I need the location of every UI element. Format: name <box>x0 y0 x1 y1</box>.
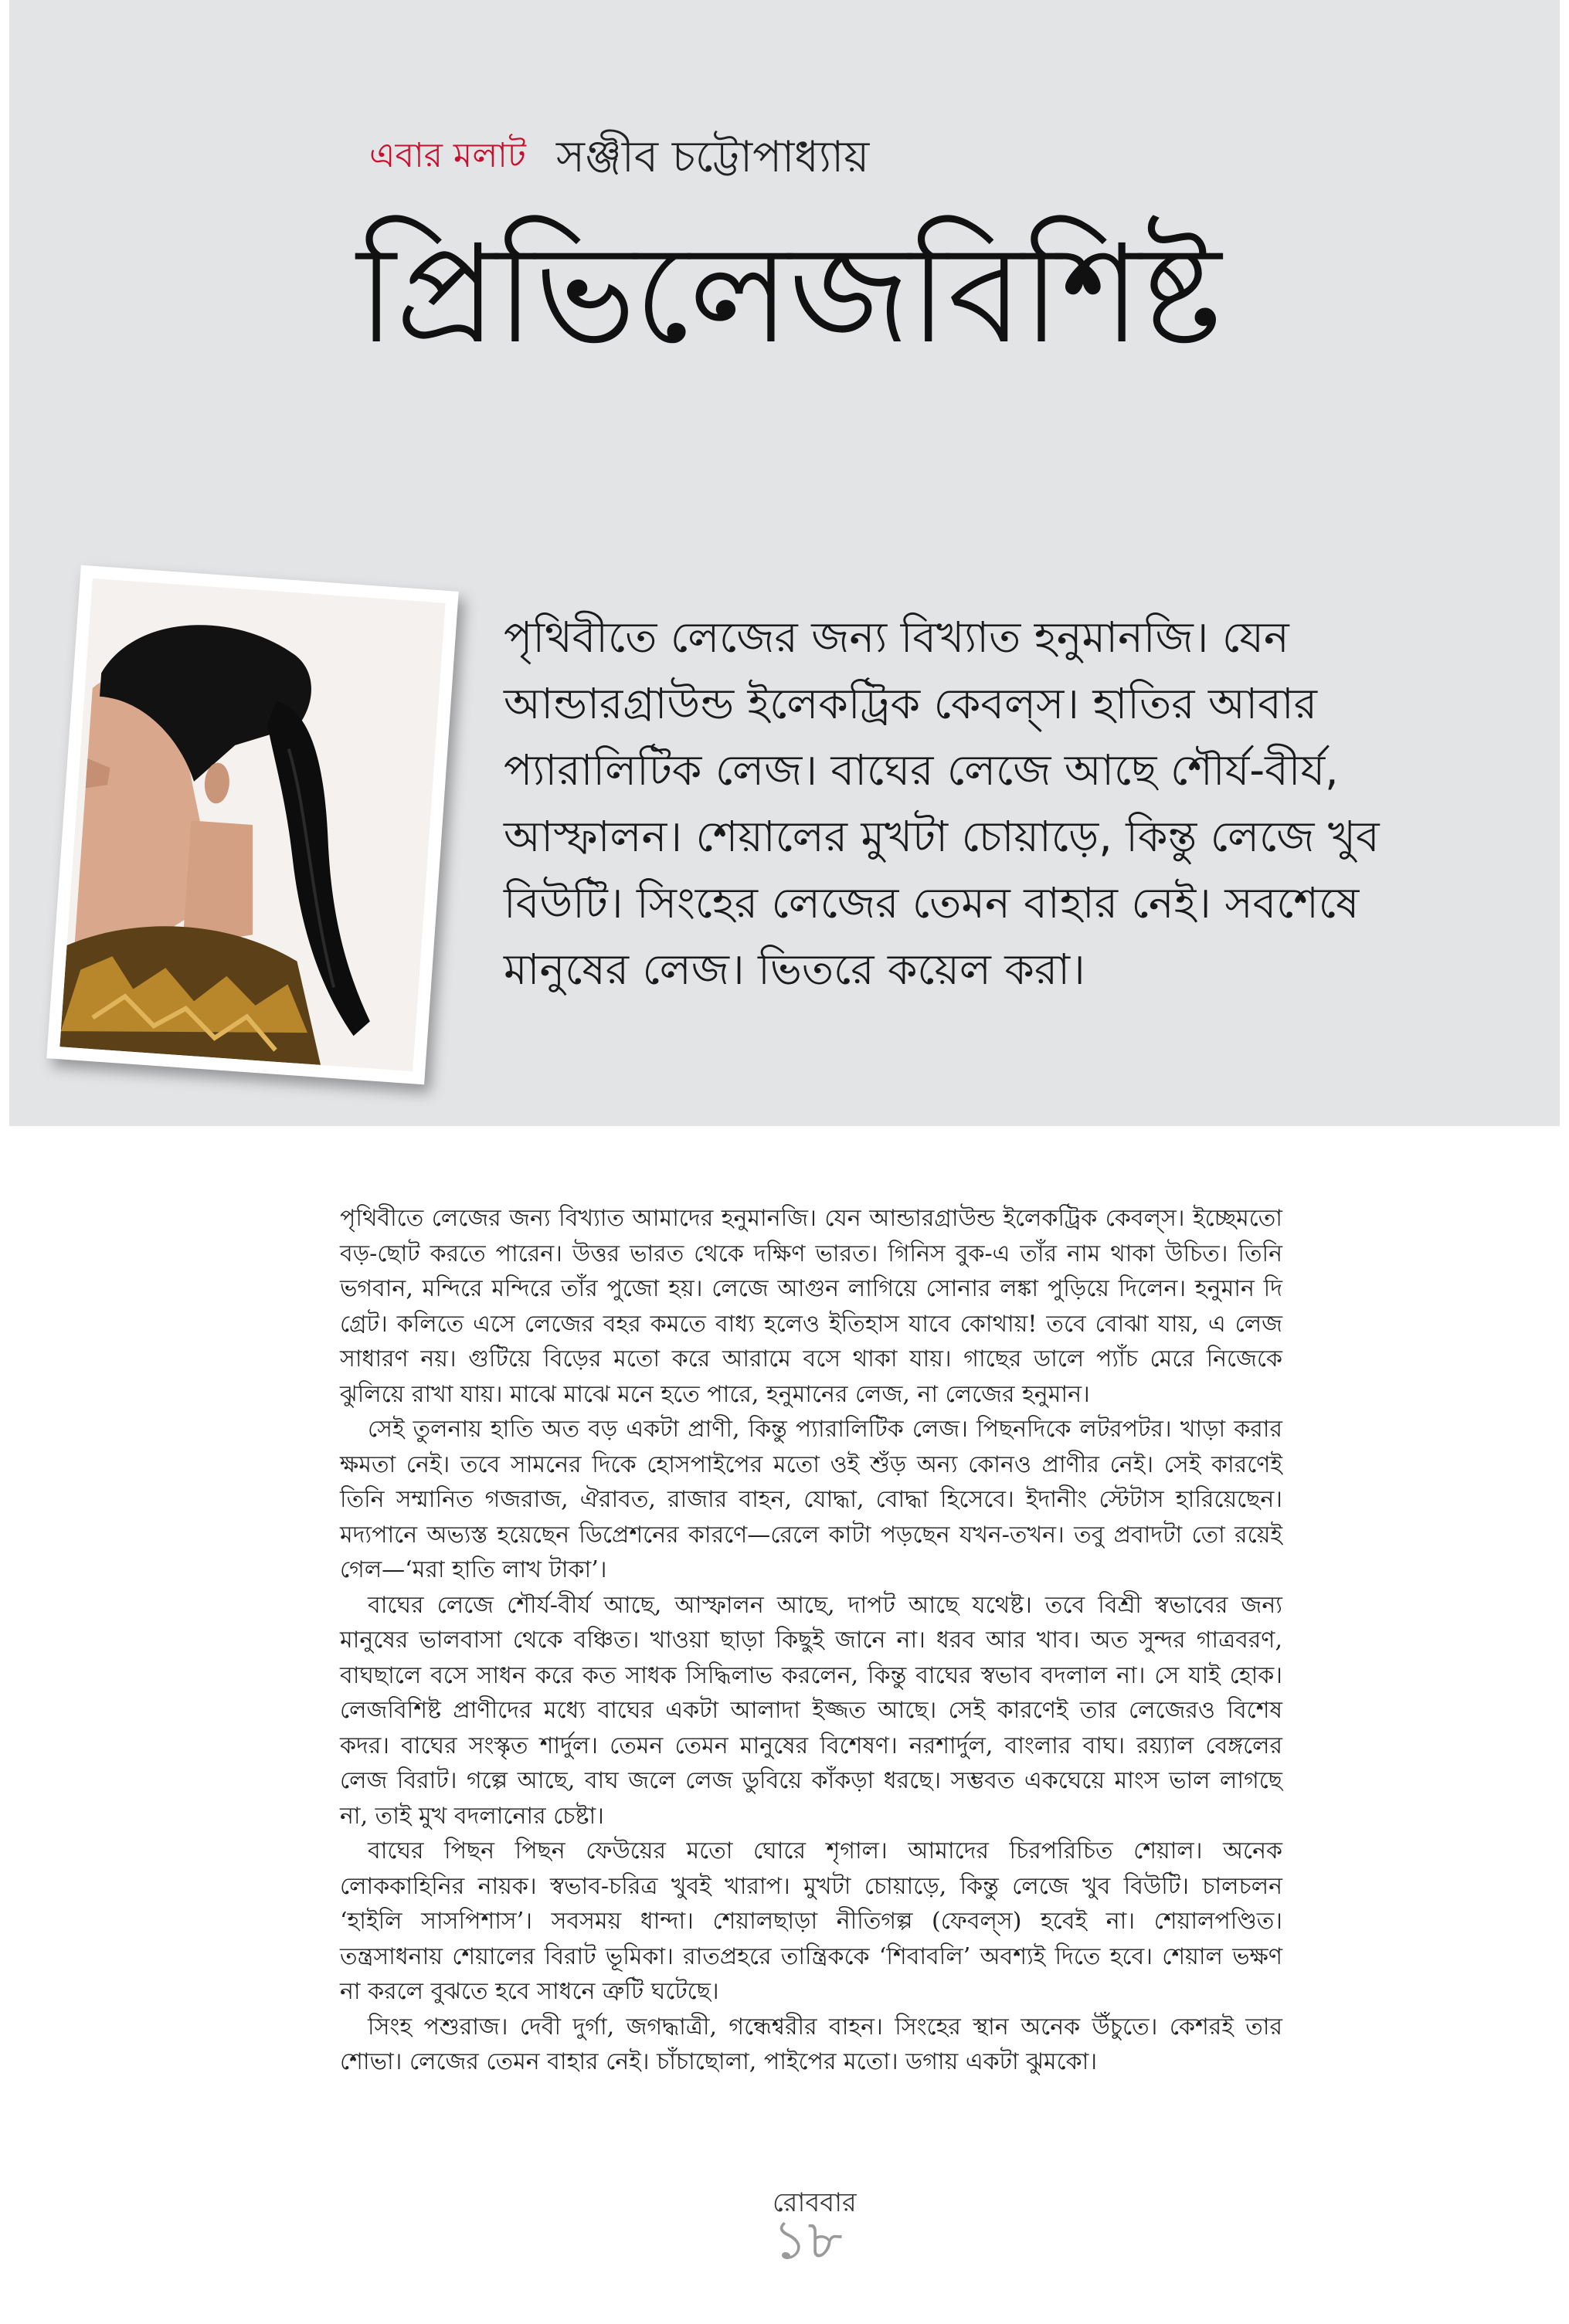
header-panel <box>9 0 1560 1126</box>
article-photo <box>46 565 458 1085</box>
author-byline: সঞ্জীব চট্টোপাধ্যায় <box>556 132 870 182</box>
body-paragraph: সিংহ পশুরাজ। দেবী দুর্গা, জগদ্ধাত্রী, গন্ধেশ্বরীর বাহন। সিংহের স্থান অনেক উঁচুতে। কেশরই তার শোভা। লেজের তেমন বাহার নেই। চাঁচাছোলা, পাইপের মতো। ডগায় একটা ঝুমকো। <box>340 2013 1282 2075</box>
magazine-name: রোববার <box>773 2187 857 2218</box>
body-paragraph: বাঘের পিছন পিছন ফেউয়ের মতো ঘোরে শৃগাল। আমাদের চিরপরিচিত শেয়াল। অনেক লোককাহিনির নায়ক। স্বভাব-চরিত্র খুবই খারাপ। মুখটা চোয়াড়ে, কিন্তু লেজে খুব বিউটি। চালচলন ‘হাইলি সাসপিশাস’। সবসময় ধান্দা। শেয়ালছাড়া নীতিগল্প (ফেবল্‌স) হবেই না। শেয়ালপণ্ডিত। তন্ত্রসাধনায় শেয়ালের বিরাট ভূমিকা। রাতপ্রহরে তান্ত্রিককে ‘শিবাবলি’ অবশ্যই দিতে হবে। শেয়াল ভক্ষণ না করলে বুঝতে হবে সাধনে ত্রুটি ঘটেছে। <box>340 1837 1282 2005</box>
page-number: ১৮ <box>773 2208 843 2271</box>
woman-ponytail-profile-icon <box>59 578 445 1071</box>
body-paragraph: পৃথিবীতে লেজের জন্য বিখ্যাত আমাদের হনুমানজি। যেন আন্ডারগ্রাউন্ড ইলেকট্রিক কেবল্‌স। ইচ্ছেমতো বড়-ছোট করতে পারেন। উত্তর ভারত থেকে দক্ষিণ ভারত। গিনিস বুক-এ তাঁর নাম থাকা উচিত। তিনি ভগবান, মন্দিরে মন্দিরে তাঁর পুজো হয়। লেজে আগুন লাগিয়ে সোনার লঙ্কা পুড়িয়ে দিলেন। হনুমান দি গ্রেট। কলিতে এসে লেজের বহর কমতে বাধ্য হলেও ইতিহাস যাবে কোথায়! তবে বোঝা যায়, এ লেজ সাধারণ নয়। গুটিয়ে বিড়ের মতো করে আরামে বসে থাকা যায়। গাছের ডালে প্যাঁচ মেরে নিজেকে ঝুলিয়ে রাখা যায়। মাঝে মাঝে মনে হতে পারে, হনুমানের লেজ, না লেজের হনুমান। <box>340 1205 1282 1408</box>
body-paragraph: সেই তুলনায় হাতি অত বড় একটা প্রাণী, কিন্তু প্যারালিটিক লেজ। পিছনদিকে লটরপটর। খাড়া করার ক্ষমতা নেই। তবে সামনের দিকে হোসপাইপের মতো ওই শুঁড় অন্য কোনও প্রাণীর নেই। সেই কারণেই তিনি সম্মানিত গজরাজ, ঐরাবত, রাজার বাহন, যোদ্ধা, বোদ্ধা হিসেবে। ইদানীং স্টেটাস হারিয়েছেন। মদ্যপানে অভ্যস্ত হয়েছেন ডিপ্রেশনের কারণে—রেলে কাটা পড়ছেন যখন-তখন। তবু প্রবাদটা তো রয়েই গেল—‘মরা হাতি লাখ টাকা’। <box>340 1416 1282 1583</box>
intro-paragraph: পৃথিবীতে লেজের জন্য বিখ্যাত হনুমানজি। যেন আন্ডারগ্রাউন্ড ইলেকট্রিক কেবল্‌স। হাতির আবার প্যারালিটিক লেজ। বাঘের লেজে আছে শৌর্য-বীর্য, আস্ফালন। শেয়ালের মুখটা চোয়াড়ে, কিন্তু লেজে খুব বিউটি। সিংহের লেজের তেমন বাহার নেই। সবশেষে মানুষের লেজ। ভিতরে কয়েল করা। <box>504 612 1380 994</box>
body-paragraph: বাঘের লেজে শৌর্য-বীর্য আছে, আস্ফালন আছে, দাপট আছে যথেষ্ট। তবে বিশ্রী স্বভাবের জন্য মানুষের ভালবাসা থেকে বঞ্চিত। খাওয়া ছাড়া কিছুই জানে না। ধরব আর খাব। অত সুন্দর গাত্রবরণ, বাঘছালে বসে সাধন করে কত সাধক সিদ্ধিলাভ করলেন, কিন্তু বাঘের স্বভাব বদলাল না। সে যাই হোক। লেজবিশিষ্ট প্রাণীদের মধ্যে বাঘের একটা আলাদা ইজ্জত আছে। সেই কারণেই তার লেজেরও বিশেষ কদর। বাঘের সংস্কৃত শার্দুল। তেমন তেমন মানুষের বিশেষণ। নরশার্দুল, বাংলার বাঘ। রয়্যাল বেঙ্গলের লেজ বিরাট। গল্পে আছে, বাঘ জলে লেজ ডুবিয়ে কাঁকড়া ধরছে। সম্ভবত একঘেয়ে মাংস ভাল লাগছে না, তাই মুখ বদলানোর চেষ্টা। <box>340 1591 1282 1830</box>
article-title: প্রিভিলেজবিশিষ্ট <box>357 215 1220 374</box>
article-body <box>340 1201 1282 2080</box>
section-kicker: এবার মলাট <box>369 136 526 175</box>
